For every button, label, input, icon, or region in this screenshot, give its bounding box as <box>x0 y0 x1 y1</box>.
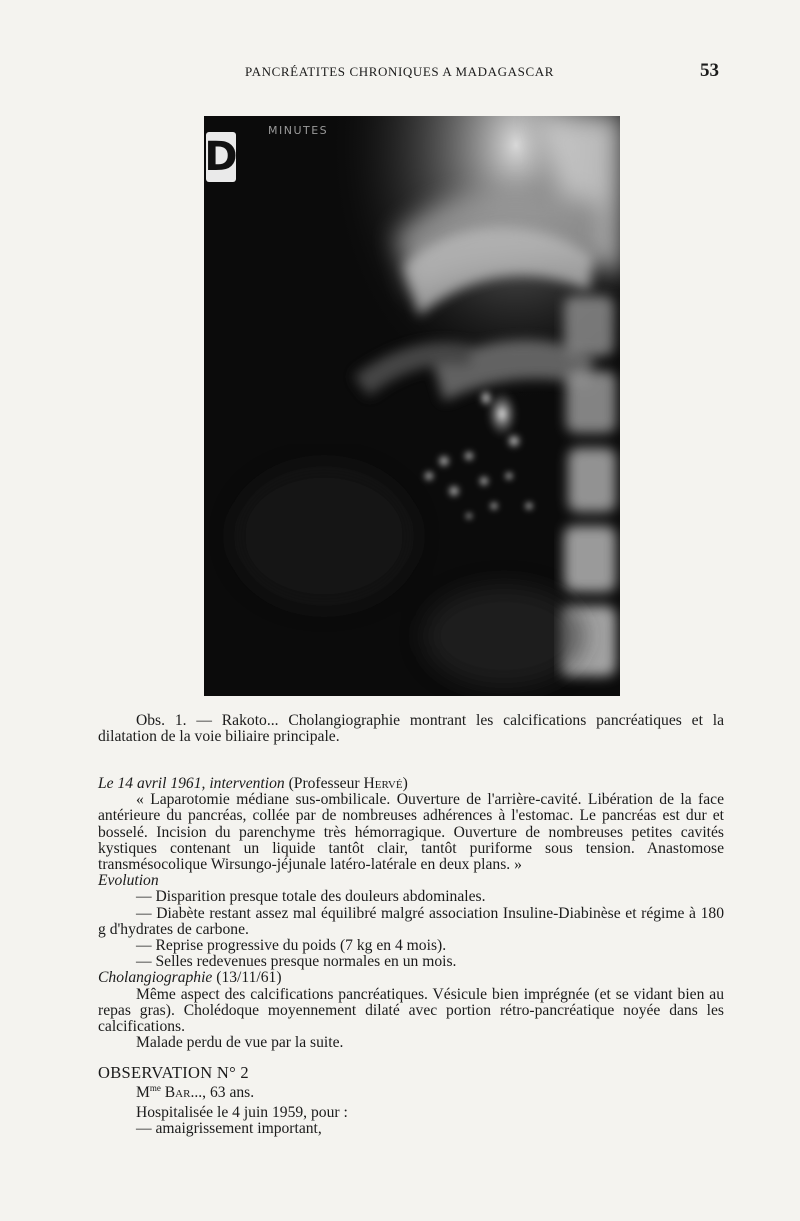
film-label: MINUTES <box>268 124 329 137</box>
evolution-item: — Diabète restant assez mal équilibré malgré association Insuline-Diabinèse et régime à 180 g d'hydrates de carbone. <box>98 904 724 938</box>
xray-image <box>204 116 620 696</box>
cholangiographie-heading <box>98 970 724 986</box>
page-header <box>0 62 800 84</box>
intervention-heading <box>98 776 724 792</box>
cholangiographie-date: (13/11/61) <box>212 969 282 987</box>
admission-reason: — amaigrissement important, <box>136 1120 322 1138</box>
observation-title: OBSERVATION N° 2 <box>98 1063 249 1083</box>
xray-figure <box>204 116 620 696</box>
running-head: PANCRÉATITES CHRONIQUES A MADAGASCAR <box>245 64 554 79</box>
intervention-heading-open: (Professeur <box>288 775 364 792</box>
patient-line <box>98 1082 724 1101</box>
patient-age: , 63 ans. <box>202 1083 255 1101</box>
film-orientation-marker: D <box>204 134 238 180</box>
evolution-item: — Disparition presque totale des douleurs abdominales. <box>136 888 486 906</box>
figure-caption <box>98 713 724 745</box>
page-number: 53 <box>700 60 719 81</box>
patient-prefix-sup: me <box>149 1082 161 1093</box>
intervention-paragraph: « Laparotomie médiane sus-ombilicale. Ouverture de l'arrière-cavité. Libération de la face antérieure du pancréas, collée par de nombreuses adhérences à l'estomac. Le pancréas est dur et bosselé. Incision du parenchyme très hémorragique. Ouverture de nombreuses petites cavités kystiques contenant un liquide tantôt clair, tantôt puriforme sous tension. Anastomose transmésocolique Wirsungo-jéjunale latéro-latérale en deux plans. » <box>98 791 724 874</box>
patient-name: Bar... <box>164 1083 203 1101</box>
body-text <box>98 776 724 1137</box>
cholangiographie-paragraph: Même aspect des calcifications pancréatiques. Vésicule bien imprégnée (et se vidant bien au repas gras). Cholédoque moyennement dilaté avec portion rétro-pancréatique noyée dans les calcifications. <box>98 985 724 1036</box>
cholangiographie-label: Cholangiographie <box>98 969 213 987</box>
evolution-item: — Selles redevenues presque normales en un mois. <box>136 953 457 971</box>
surgeon-name: Hervé <box>363 775 403 792</box>
evolution-heading: Evolution <box>98 872 159 890</box>
intervention-date: Le 14 avril 1961, intervention <box>98 775 285 792</box>
intervention-heading-close: ) <box>402 775 408 792</box>
admission-line: Hospitalisée le 4 juin 1959, pour : <box>136 1103 348 1121</box>
evolution-item: — Reprise progressive du poids (7 kg en 4 mois). <box>136 937 447 955</box>
follow-up-note: Malade perdu de vue par la suite. <box>136 1034 344 1052</box>
patient-prefix: M <box>136 1083 150 1101</box>
caption-text: Obs. 1. — Rakoto... Cholangiographie montrant les calcifications pancréatiques et la dilatation de la voie biliaire principale. <box>98 712 724 746</box>
